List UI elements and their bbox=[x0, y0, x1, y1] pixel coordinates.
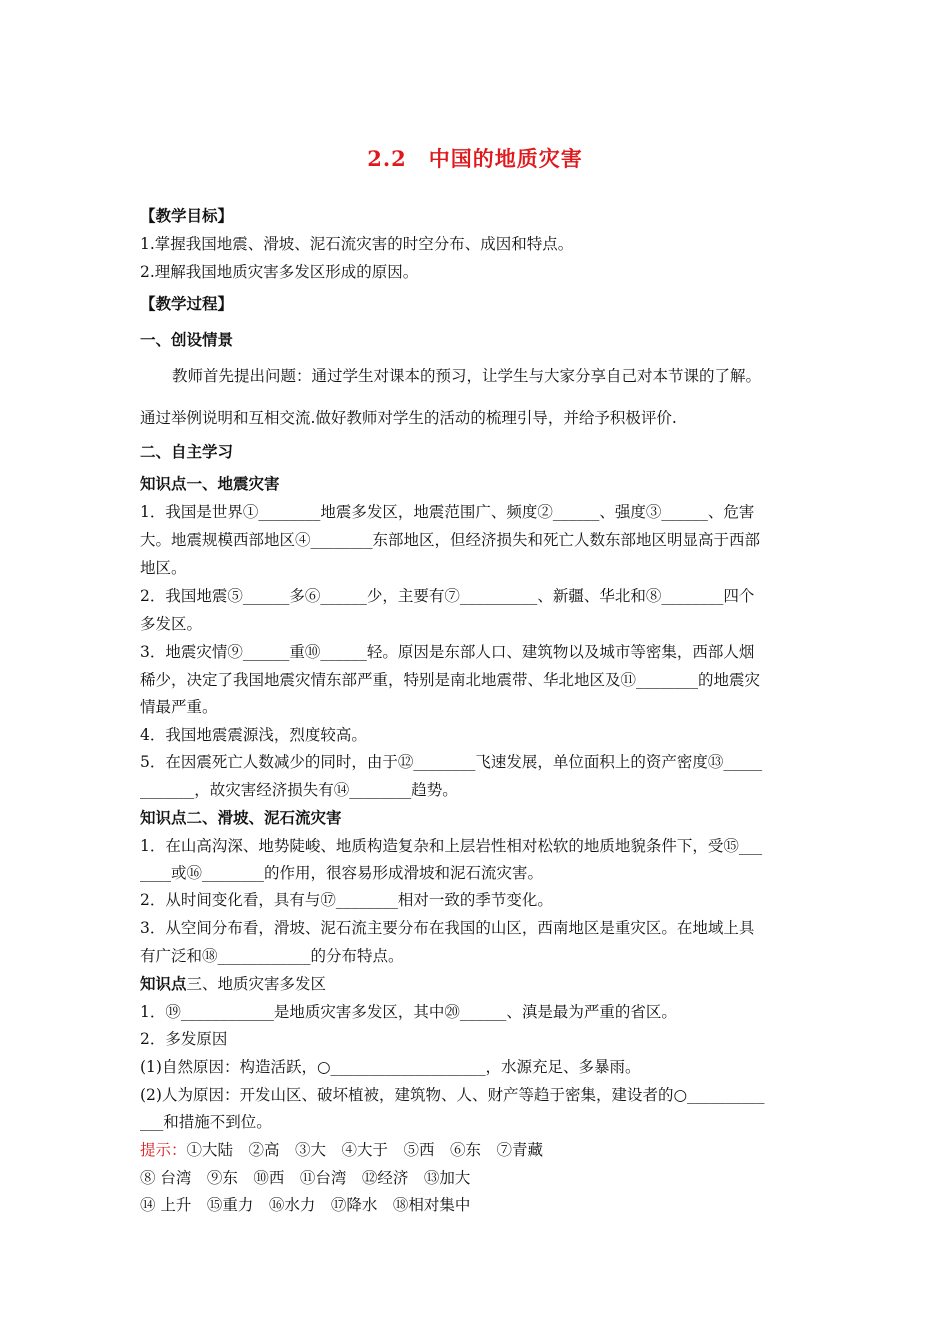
exercise-line: 3．地震灾情⑨______重⑩______轻。原因是东部人口、建筑物以及城市等密集，西部人烟 bbox=[140, 643, 755, 661]
subsection-heading: 一、创设情景 bbox=[140, 331, 234, 349]
exercise-line: 5．在因震死亡人数减少的同时，由于⑫________飞速发展，单位面积上的资产密度⑬_____ bbox=[140, 753, 763, 771]
exercise-line: 大。地震规模西部地区④________东部地区，但经济损失和死亡人数东部地区明显高于西部 bbox=[140, 531, 761, 549]
exercise-line: 1．我国是世界①________地震多发区，地震范围广、频度②______、强度③______、危害 bbox=[140, 503, 755, 521]
section-heading-objectives: 【教学目标】 bbox=[140, 207, 234, 225]
hint-line: ⑧ 台湾 ⑨东 ⑩西 ⑪台湾 ⑫经济 ⑬加大 bbox=[140, 1169, 471, 1187]
objective-item: 1.掌握我国地震、滑坡、泥石流灾害的时空分布、成因和特点。 bbox=[140, 235, 574, 253]
hint-line bbox=[140, 1140, 543, 1160]
exercise-line: 1．⑲____________是地质灾害多发区，其中⑳______、滇是最为严重的省区。 bbox=[140, 1003, 677, 1021]
exercise-line: _______，故灾害经济损失有⑭________趋势。 bbox=[140, 781, 458, 799]
knowledge-point-prefix: 知识点 bbox=[140, 975, 187, 993]
exercise-line: ____或⑯________的作用，很容易形成滑坡和泥石流灾害。 bbox=[140, 864, 544, 882]
exercise-line: 多发区。 bbox=[140, 615, 203, 633]
exercise-line: 2．从时间变化看，具有与⑰________相对一致的季节变化。 bbox=[140, 891, 553, 909]
paragraph-line: 通过举例说明和互相交流.做好教师对学生的活动的梳理引导，并给予积极评价. bbox=[140, 409, 677, 427]
exercise-line: 4．我国地震震源浅，烈度较高。 bbox=[140, 726, 367, 744]
exercise-line: 1．在山高沟深、地势陡峻、地质构造复杂和上层岩性相对松软的地质地貌条件下，受⑮___ bbox=[140, 837, 763, 855]
knowledge-point-heading bbox=[140, 974, 326, 994]
exercise-line: 情最严重。 bbox=[140, 698, 218, 716]
exercise-line: (1)自然原因：构造活跃，○____________________，水源充足、多暴雨。 bbox=[140, 1058, 641, 1076]
exercise-line: 有广泛和⑱____________的分布特点。 bbox=[140, 947, 404, 965]
subsection-heading: 二、自主学习 bbox=[140, 443, 234, 461]
hint-line: ⑭ 上升 ⑮重力 ⑯水力 ⑰降水 ⑱相对集中 bbox=[140, 1196, 471, 1214]
section-heading-process: 【教学过程】 bbox=[140, 295, 234, 313]
knowledge-point-heading: 知识点二、滑坡、泥石流灾害 bbox=[140, 809, 342, 827]
page-title: 2.2 中国的地质灾害 bbox=[367, 146, 583, 171]
hint-answers: ①大陆 ②高 ③大 ④大于 ⑤西 ⑥东 ⑦青藏 bbox=[186, 1141, 544, 1159]
exercise-line: (2)人为原因：开发山区、破坏植被，建筑物、人、财产等趋于密集，建设者的○__________ bbox=[140, 1086, 765, 1104]
exercise-line: 3．从空间分布看，滑坡、泥石流主要分布在我国的山区，西南地区是重灾区。在地域上具 bbox=[140, 919, 755, 937]
exercise-line: 稀少，决定了我国地震灾情东部严重，特别是南北地震带、华北地区及⑪________的地震灾 bbox=[140, 671, 761, 689]
knowledge-point-title: 三、地质灾害多发区 bbox=[186, 975, 327, 993]
paragraph-line: 教师首先提出问题：通过学生对课本的预习，让学生与大家分享自己对本节课的了解。 bbox=[172, 367, 762, 385]
hint-label: 提示： bbox=[140, 1141, 187, 1159]
exercise-line: 2．多发原因 bbox=[140, 1030, 228, 1048]
exercise-line: ___和措施不到位。 bbox=[140, 1113, 272, 1131]
exercise-line: 地区。 bbox=[140, 559, 187, 577]
objective-item: 2.理解我国地质灾害多发区形成的原因。 bbox=[140, 263, 419, 281]
exercise-line: 2．我国地震⑤______多⑥______少，主要有⑦__________、新疆、华北和⑧________四个 bbox=[140, 587, 755, 605]
knowledge-point-heading: 知识点一、地震灾害 bbox=[140, 475, 280, 493]
